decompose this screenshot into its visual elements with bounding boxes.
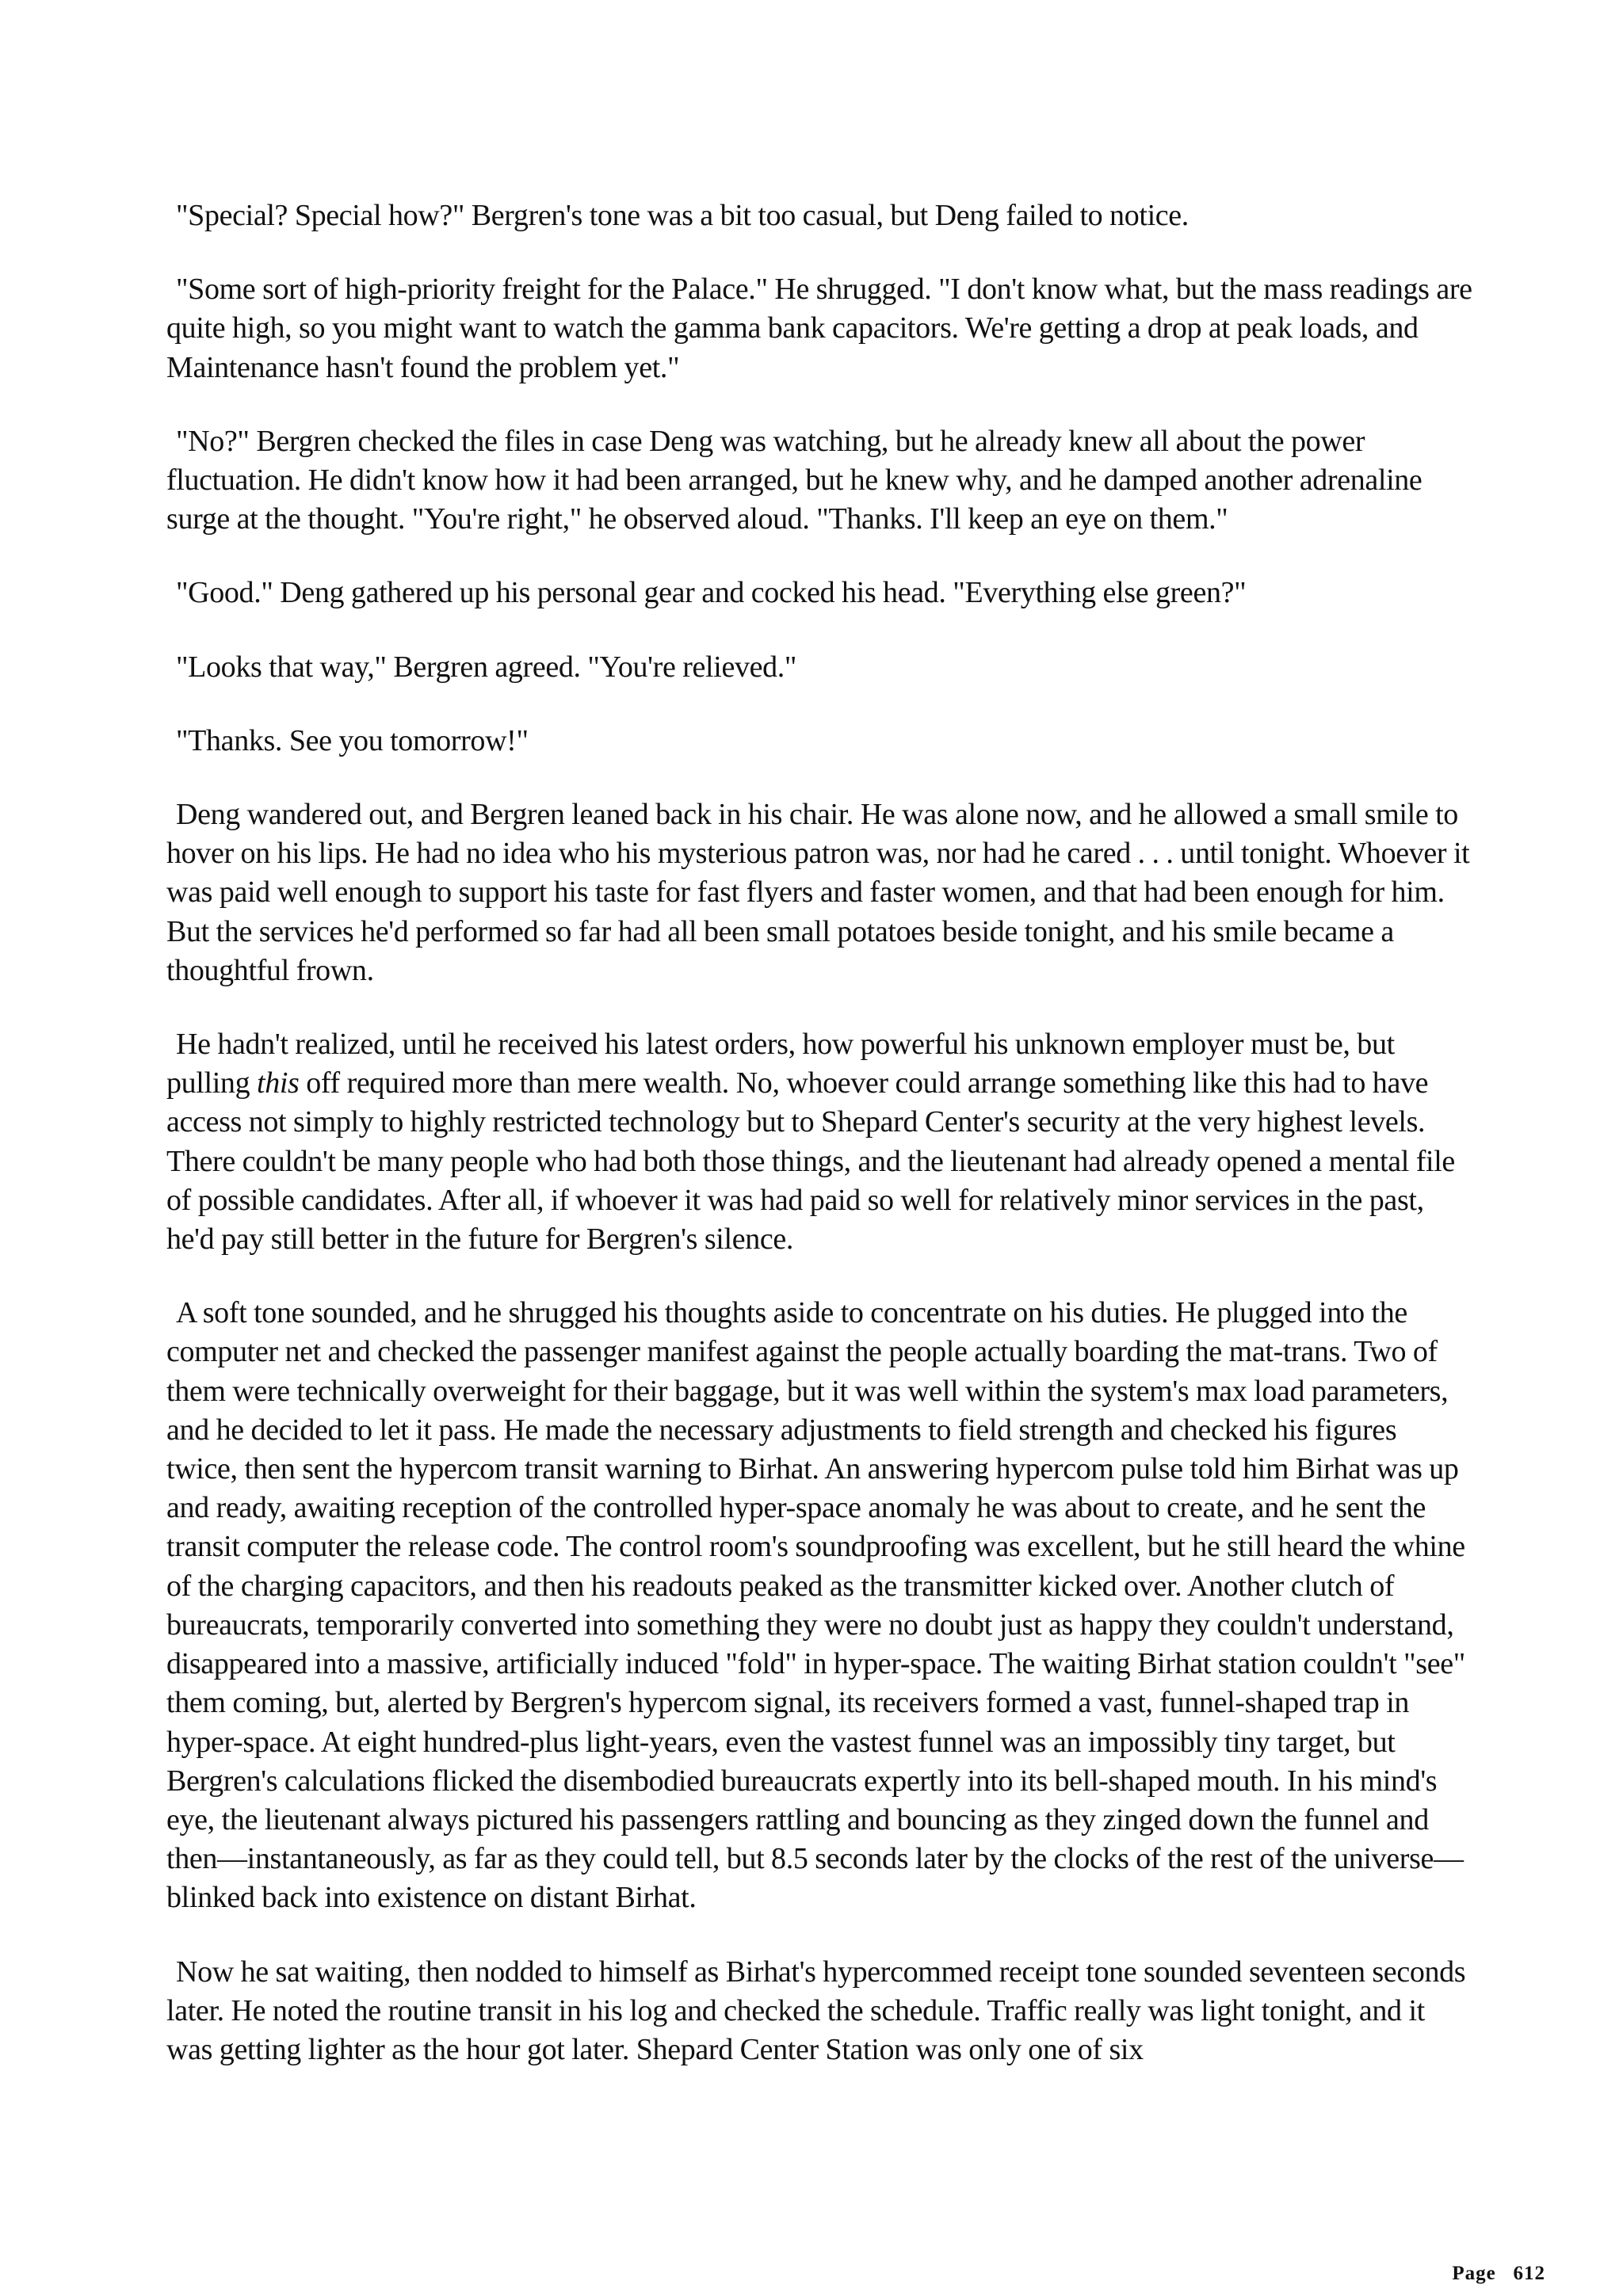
paragraph [166, 648, 1474, 687]
paragraph [166, 574, 1474, 612]
paragraph [166, 270, 1474, 387]
text-run: "Looks that way," Bergren agreed. "You're relieved." [176, 650, 797, 684]
text-run: A soft tone sounded, and he shrugged his thoughts aside to concentrate on his duties. He plugged into the computer net and checked the passenger manifest against the people actually boarding the mat-trans. Two of them were technically overweight for their baggage, but it was well within the system's max load parameters, and he decided to let it pass. He made the necessary adjustments to field strength and checked his figures twice, then sent the hypercom transit warning to Birhat. An answering hypercom pulse told him Birhat was up and ready, awaiting reception of the controlled hyper-space anomaly he was about to create, and he sent the transit computer the release code. The control room's soundproofing was excellent, but he still heard the whine of the charging capacitors, and then his readouts peaked as the transmitter kicked over. Another clutch of bureaucrats, temporarily converted into something they were no doubt just as happy they couldn't understand, disappeared into a massive, artificially induced "fold" in hyper-space. The waiting Birhat station couldn't "see" them coming, but, alerted by Bergren's hypercom signal, its receivers formed a vast, funnel-shaped trap in hyper-space. At eight hundred-plus light-years, even the vastest funnel was an impossibly tiny target, but Bergren's calculations flicked the disembodied bureaucrats expertly into its bell-shaped mouth. In his mind's eye, the lieutenant always pictured his passengers rattling and bouncing as they zinged down the funnel and then—instantaneously, as far as they could tell, but 8.5 seconds later by the clocks of the rest of the universe—blinked back into existence on distant Birhat. [166, 1296, 1465, 1915]
text-run: "Special? Special how?" Bergren's tone was a bit too casual, but Deng failed to notice. [176, 199, 1189, 232]
text-run: "Some sort of high-priority freight for the Palace." He shrugged. "I don't know what, but the mass readings are quite high, so you might want to watch the gamma bank capacitors. We're getting a drop at peak loads, and Maintenance hasn't found the problem yet." [166, 273, 1472, 384]
paragraph [166, 1294, 1474, 1917]
paragraph [166, 1953, 1474, 2070]
text-run: Deng wandered out, and Bergren leaned back in his chair. He was alone now, and he allowed a small smile to hover on his lips. He had no idea who his mysterious patron was, nor had he cared . . . until tonight. Whoever it was paid well enough to support his taste for fast flyers and faster women, and that had been enough for him. But the services he'd performed so far had all been small potatoes beside tonight, and his smile became a thoughtful frown. [166, 798, 1470, 987]
page-label: Page [1452, 2263, 1496, 2284]
text-run: "Good." Deng gathered up his personal gear and cocked his head. "Everything else green?" [176, 576, 1247, 610]
text-run: "Thanks. See you tomorrow!" [176, 723, 529, 757]
text-run: off required more than mere wealth. No, whoever could arrange something like this had to have access not simply to highly restricted technology but to Shepard Center's security at the very highest levels. There couldn't be many people who had both those things, and the lieutenant had already opened a mental file of possible candidates. After all, if whoever it was had paid so well for relatively minor services in the past, he'd pay still better in the future for Bergren's silence. [166, 1066, 1455, 1257]
page-footer [1452, 2263, 1545, 2285]
italic-text: this [256, 1066, 300, 1100]
page-number: 612 [1513, 2263, 1545, 2284]
paragraph [166, 722, 1474, 761]
text-run: He hadn't realized, until he received his latest orders, how powerful his unknown employer must be, but pulling [166, 1028, 1395, 1100]
page-body [166, 196, 1474, 2104]
text-run: Now he sat waiting, then nodded to himself as Birhat's hypercommed receipt tone sounded seventeen seconds later. He noted the routine transit in his log and checked the schedule. Traffic really was light tonight, and it was getting lighter as the hour got later. Shepard Center Station was only one of six [166, 1955, 1466, 2066]
paragraph [166, 1025, 1474, 1259]
paragraph [166, 196, 1474, 235]
text-run: "No?" Bergren checked the files in case Deng was watching, but he already knew all about the power fluctuation. He didn't know how it had been arranged, but he knew why, and he damped another adrenaline surge at the thought. "You're right," he observed aloud. "Thanks. I'll keep an eye on them." [166, 424, 1423, 536]
paragraph [166, 422, 1474, 540]
paragraph [166, 795, 1474, 990]
